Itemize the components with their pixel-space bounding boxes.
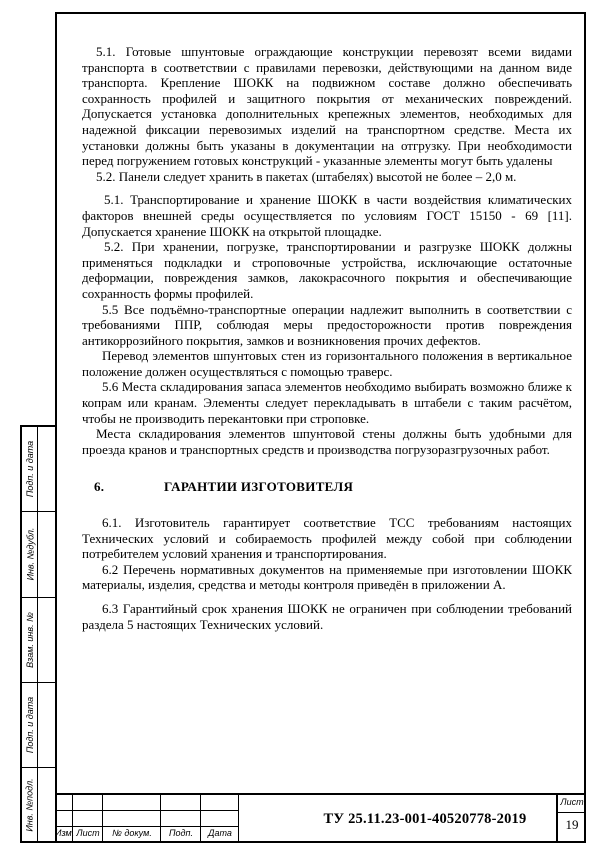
section-6-heading (82, 479, 572, 495)
section-6-number: 6. (94, 479, 105, 495)
side-stamp-strip (20, 425, 55, 843)
side-strip-label-sign-date-1: Подп. и дата (25, 440, 35, 498)
side-strip-label-sign-date-2: Подп. и дата (25, 696, 35, 753)
title-block-header-sheet: Лист (76, 828, 100, 838)
document-body (82, 44, 572, 632)
sheet-number: 19 (565, 817, 579, 832)
title-block-header-change: Изм. (55, 828, 75, 838)
paragraph-5-6-storage-place: 5.6 Места складирования запаса элементов необходимо выбирать возможно ближе к копрам или кранам. Элементы следует перекладывать в штабели с таким расчётом, чтобы не производить перекантовки при строповке. (82, 379, 572, 426)
paragraph-5-1-transport: 5.1. Готовые шпунтовые ограждающие конструкции перевозят всеми видами транспорта в соответствии с правилами перевозки, действующими на данном виде транспорта. Крепление ШОКК на подвижном составе должно обеспечивать сохранность профилей и защитного покрытия от механических повреждений. Допускается установка дополнительных крепежных элементов, необходимых для надежной фиксации перевозимых изделий на транспортном средстве. Места их установки должны быть указаны в документации на отгрузку. При необходимости перед погружением готовых конструкций - указанные элементы могут быть удалены (82, 44, 572, 169)
paragraph-traverse: Перевод элементов шпунтовых стен из горизонтального положения в вертикальное положение должен осуществляться с помощью траверс. (82, 348, 572, 379)
sheet-number-box (556, 795, 586, 843)
title-block (55, 793, 586, 843)
title-block-header-date: Дата (208, 828, 232, 838)
paragraph-5-2-handling: 5.2. При хранении, погрузке, транспортировании и разгрузке ШОКК должны применяться подкладки и строповочные устройства, исключающие остаточные деформации, повреждения замков, лакокрасочного покрытия и обеспечивающие сохранность формы профилей. (82, 239, 572, 301)
side-strip-label-dup-inv: Инв. №дубл. (25, 527, 36, 581)
side-strip-value-column (38, 427, 55, 841)
paragraph-6-1-warranty: 6.1. Изготовитель гарантирует соответствие ТСС требованиям настоящих Технических условий и собираемость профилей между собой при соблюдении потребителем условий хранения и транспортирования. (82, 515, 572, 562)
paragraph-5-1-climate: 5.1. Транспортирование и хранение ШОКК в части воздействия климатических факторов внешней среды осуществляется по условиям ГОСТ 15150 - 69 [11]. Допускается хранение ШОКК на открытой площадке. (82, 192, 572, 239)
side-strip-label-replace-inv: Взам. инв. № (25, 611, 36, 668)
paragraph-6-3-storage-term: 6.3 Гарантийный срок хранения ШОКК не ограничен при соблюдении требований раздела 5 настоящих Технических условий. (82, 601, 572, 632)
paragraph-5-2-storage-height: 5.2. Панели следует хранить в пакетах (штабелях) высотой не более – 2,0 м. (96, 168, 517, 184)
sheet-label: Лист (560, 797, 584, 807)
title-block-row-line (55, 826, 239, 827)
paragraph-6-2-normative-docs: 6.2 Перечень нормативных документов на применяемые при изготовлении ШОКК материалы, изделия, средства и методы контроля приведён в приложении А. (82, 561, 572, 593)
side-strip-label-orig-inv: Инв. №подл. (25, 778, 36, 832)
paragraph-5-5-lifting: 5.5 Все подъёмно-транспортные операции надлежит выполнить в соответствии с требованиями ППР, соблюдая меры предосторожности против повреждения антикоррозийного покрытия, замков и возникновения прочих дефектов. (82, 301, 572, 348)
section-6-title: ГАРАНТИИ ИЗГОТОВИТЕЛЯ (164, 479, 354, 495)
title-block-header-sign: Подп. (169, 828, 193, 838)
document-code: ТУ 25.11.23-001-40520778-2019 (323, 810, 527, 827)
title-block-row-line (55, 810, 239, 811)
paragraph-storage-access: Места складирования элементов шпунтовой стены должны быть удобными для проезда кранов и транспортных средств и производства погрузоразгрузочных работ. (82, 426, 572, 457)
title-block-header-docnum: № докум. (112, 828, 152, 838)
